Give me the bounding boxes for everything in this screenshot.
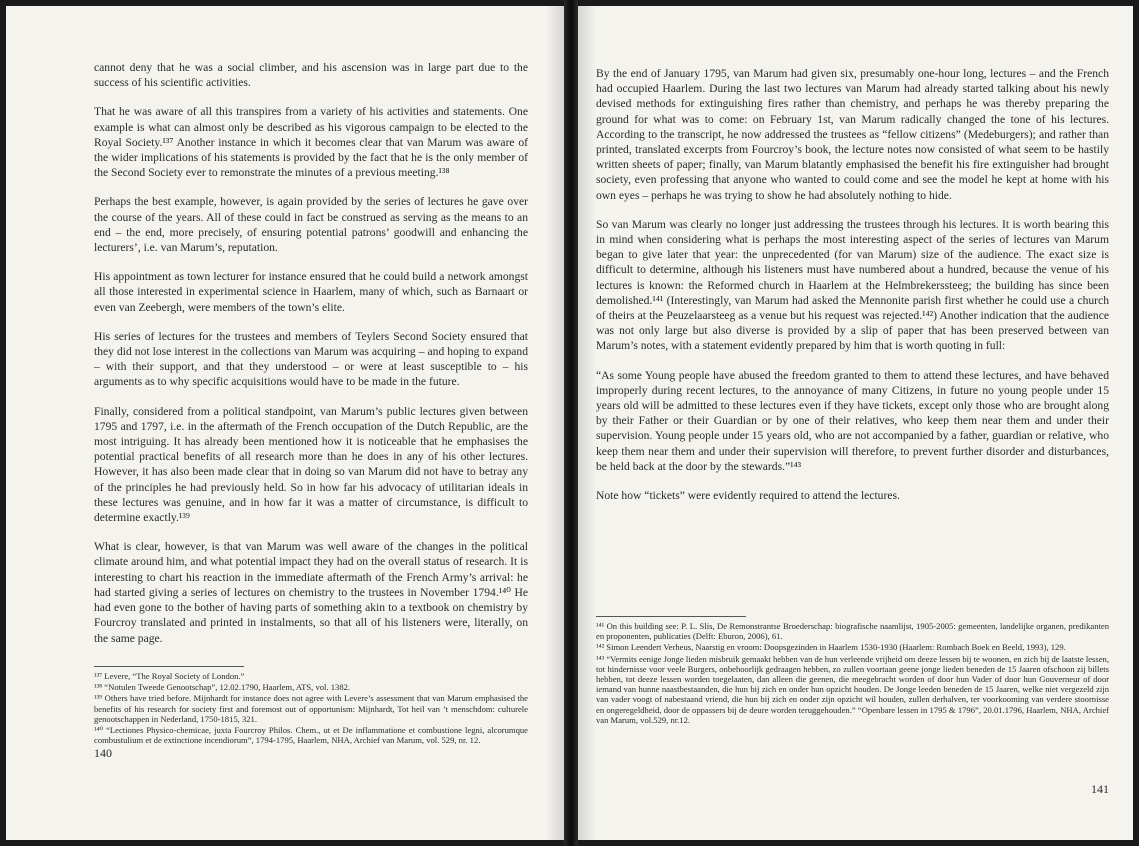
page-number: 141: [1091, 782, 1109, 796]
page-shadow: [578, 6, 596, 840]
left-page: [6, 6, 564, 840]
footnote: ¹⁴³ “Vermits eenige Jonge lieden misbruik gemaakt hebben van de hun verleende vrijheid om deeze lessen bij te woonen, en zich bij de laatste lessen, tot hindernisse voor veele Burgers, onbehoorlijk gedraagen hebben, zo zullen voortaan geene jonge lieden beneden de 15 Jaaren ofschoon zij billets hebben, tot deeze lessen worden toegelaaten, dan alleen die geenen, die meegebracht worden of door hun Vader of door hun Gouverneur of door iemand van hunne naastbestaanden, die hun bij zich en onder hun opzicht houden. De Jonge leeden beneden de 15 Jaaren, welke niet vergezeld zijn van vader voogt of nabestaand vriend, die hun bij zich en onder zijn opzicht wil houden, zullen derhalven, ter voorkooming van verdere stoornisse en ongeregeldheid, door de oppassers bij de deure worden teruggehouden.” “Openbare lessen in 1795 & 1796”, 20.01.1796, Haarlem, NHA, Archief van Marum, vol.529, nr.12.: [596, 653, 1109, 725]
body-paragraph: So van Marum was clearly no longer just addressing the trustees through his lectures. It is worth bearing this in mind when considering what is perhaps the most interesting aspect of the series of lectures van Marum began to give later that year: the unprecedented (for van Marum) size of the audience. The exact size is difficult to determine, although his listeners must have numbered about a hundred, because the venue of his lectures is known: the Reformed church in Haarlem at the Helmbrekerssteeg; the building has since been demolished.¹⁴¹ (Interestingly, van Marum had asked the Mennonite parish first whether he could use a church of theirs at the Peuzelaarsteeg as a venue but his request was rejected.¹⁴²) Another indication that the audience was not only large but also diverse is provided by a slip of paper that has been preserved between van Marum’s notes, with a statement evidently prepared by him that is worth quoting in full:: [596, 217, 1109, 353]
body-paragraph: Note how “tickets” were evidently required to attend the lectures.: [596, 489, 900, 503]
footnote: ¹⁴² Simon Leendert Verheus, Naarstig en vroom: Doopsgezinden in Haarlem 1530-1930 (Haarlem: Rombach Boek en Beeld, 1993), 129.: [596, 642, 1066, 653]
footnote: ¹³⁹ Others have tried before. Mijnhardt for instance does not agree with Levere’s assessment that van Marum emphasised the benefits of his research for society first and foremost out of opportunism: Mijnhardt, Tot heil van ’t menschdom: culturele genootschappen in Nederland, 1750-1815, 321.: [94, 693, 528, 724]
footnotes: [596, 616, 1109, 726]
body-paragraph: Perhaps the best example, however, is again provided by the series of lectures he gave over the course of the years. All of these could in fact be construed as serving as the means to an end – the end, more precisely, of ensuring potential patrons’ goodwill and enhancing the lecturers’, i.e. van Marum’s, reputation.: [94, 195, 528, 255]
block-quote: “As some Young people have abused the freedom granted to them to attend these lectures, and have behaved improperly during recent lectures, to the annoyance of many Citizens, in future no young people under 15 years old will be admitted to these lectures even if they have tickets, except only those who are brought along by their Father or their Guardian or by one of their relatives, who keep them near them and under their supervision. Young people under 15 years old, who are not accompanied by a father, guardian or relative, who keep them near them and under their supervision will therefore, to prevent further disorder and disturbances, be held back at the door by the stewards.”¹⁴³: [596, 368, 1109, 473]
body-paragraph: His series of lectures for the trustees and members of Teylers Second Society ensured that they did not lose interest in the collections van Marum was acquiring – and hoping to expand – with their support, and that they understood – or were at least susceptible to – his arguments as to why specific acquisitions would have to be made in the future.: [94, 329, 528, 389]
footnote: ¹³⁷ Levere, “The Royal Society of London.”: [94, 671, 245, 681]
footnote-rule: [596, 616, 746, 617]
footnote-rule: [94, 666, 244, 667]
body-paragraph: His appointment as town lecturer for instance ensured that he could build a network amongst all those interested in experimental science in Haarlem, many of which, such as Barnaart or even van Zeebergh, were members of the town’s elite.: [94, 270, 528, 314]
book-gutter: [564, 0, 578, 846]
footnote: ¹³⁸ “Notulen Tweede Genootschap”, 12.02.1790, Haarlem, ATS, vol. 1382.: [94, 682, 351, 693]
footnote: ¹⁴⁰ “Lectiones Physico-chemicae, juxta Fourcroy Philos. Chem., ut et De inflammatione et combustione legni, alcorumque combustulium et de extinctione incendiorum”, 1794-1795, Haarlem, NHA, Archief van Marum, vol. 529, nr. 12.: [94, 725, 528, 746]
body-paragraph: By the end of January 1795, van Marum had given six, presumably one-hour long, lectures – and the French had occupied Haarlem. During the last two lectures van Marum had already started talking about his newly devised methods for extinguishing fires rather than chemistry, and perhaps he was thereby preparing the ground for what was to come: on February 1st, van Marum radically changed the tone of his lectures. According to the transcript, he now addressed the trustees as “fellow citizens” (Medeburgers); and rather than printed, translated excerpts from Fourcroy’s book, the lecture notes now consisted of what seem to be hastily written sheets of paper; finally, van Marum blatantly emphasised the benefit his fire extinguisher had brought society, even professing that anyone who wanted to could come and see the model he kept at home with his own eyes – perhaps he was trying to show he had absolutely nothing to hide.: [596, 67, 1109, 202]
page-shadow: [546, 6, 564, 840]
footnotes: [94, 666, 528, 746]
footnote: ¹⁴¹ On this building see: P. L. Slis, De Remonstrantse Broederschap: biografische naamlijst, 1905-2005: gemeenten, landelijke organen, predikanten en proponenten, publicaties (Delft: Eburon, 2006), 61.: [596, 621, 1109, 642]
right-page: [578, 6, 1133, 840]
body-paragraph: cannot deny that he was a social climber, and his ascension was in large part due to the success of his scientific activities.: [94, 61, 528, 90]
page-number: 140: [94, 746, 112, 760]
body-paragraph: That he was aware of all this transpires from a variety of his activities and statements. One example is what can almost only be described as his vigorous campaign to be elected to the Royal Society.¹³⁷ Another instance in which it becomes clear that van Marum was aware of the wider implications of his statements is provided by the fact that he is the only member of the Second Society ever to remonstrate the minutes of a previous meeting.¹³⁸: [94, 105, 528, 180]
body-paragraph: Finally, considered from a political standpoint, van Marum’s public lectures given between 1795 and 1797, i.e. in the aftermath of the French occupation of the Dutch Republic, are the most intriguing. It has already been mentioned how it is noticeable that he emphasises the potential practical benefits of all research more than he does in any of his other lectures. However, it has also been made clear that in doing so van Marum did not have to betray any of the principles he had previously held. So in how far his advocacy of utilitarian ideals in these lectures was genuine, and in how far it was a matter of circumstance, is difficult to determine exactly.¹³⁹: [94, 404, 528, 525]
body-paragraph: What is clear, however, is that van Marum was well aware of the changes in the political climate around him, and what potential impact they had on the overall status of research. It is interesting to chart his reaction in the immediate aftermath of the French Army’s arrival: he had started giving a series of lectures on chemistry to the trustees in November 1794.¹⁴⁰ He had even gone to the bother of having parts of something akin to a textbook on chemistry by Fourcroy translated and printed in instalments, so that all of his listeners were, literally, on the same page.: [94, 540, 528, 645]
